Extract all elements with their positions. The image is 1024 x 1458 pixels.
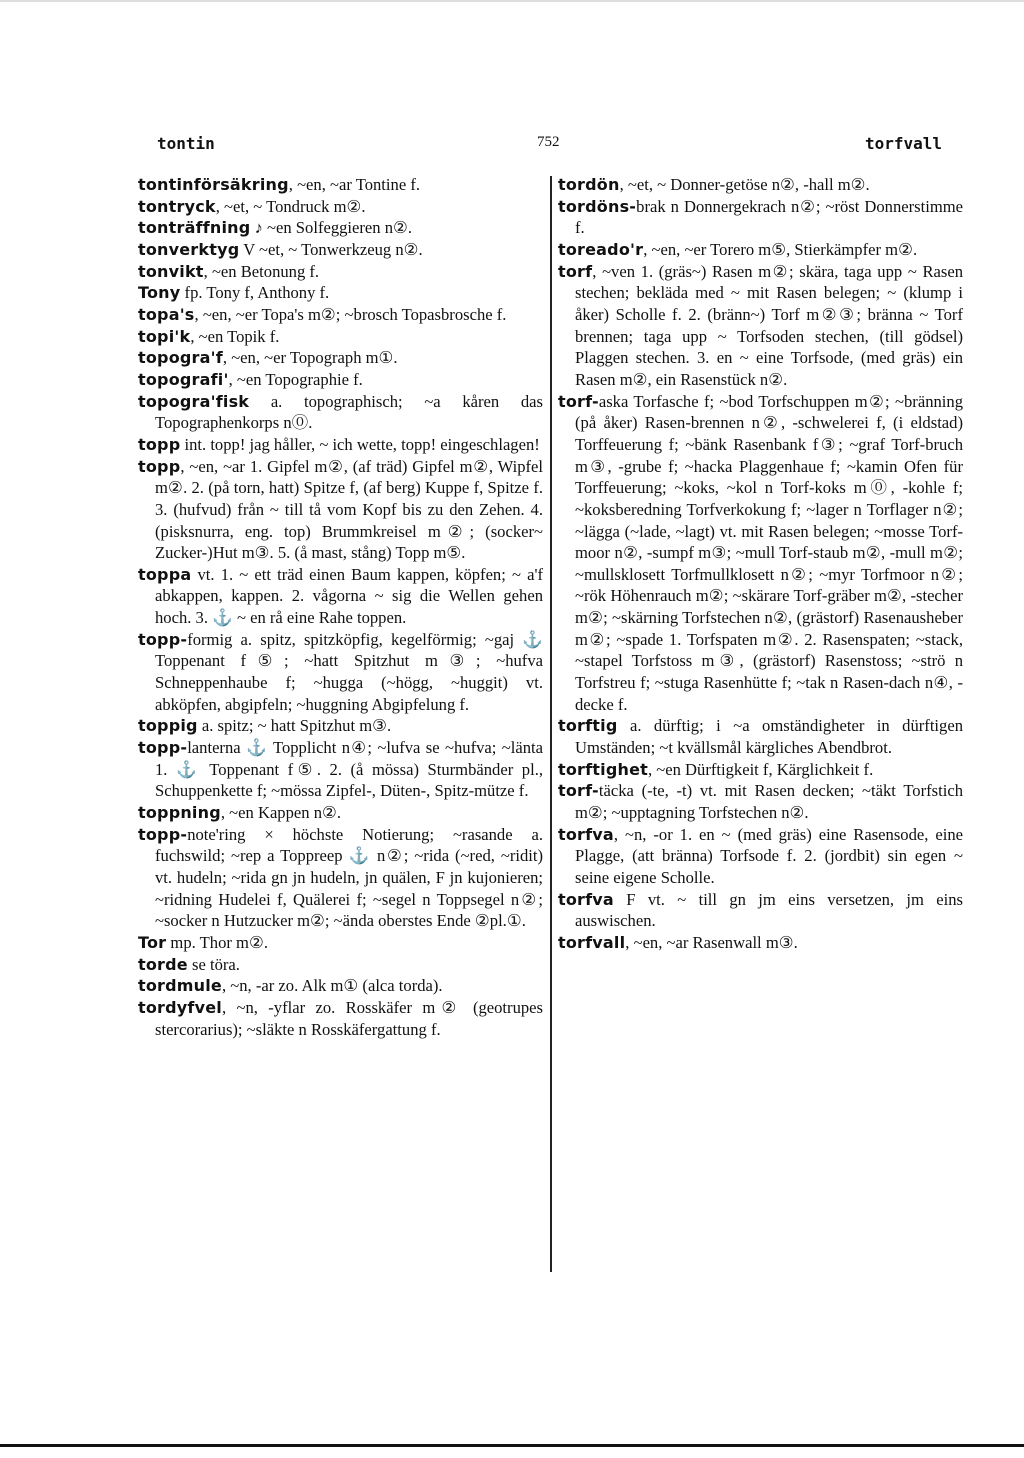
entry-headword: tontinförsäkring [138,175,289,194]
column-divider [550,176,552,1272]
entry-definition: a. topographisch; ~a kåren das Topographenkorps n⓪. [155,391,543,433]
entry-definition: , ~et, ~ Donner-getöse n②, -hall m②. [619,175,870,194]
entry-headword: torfva [558,889,614,909]
entry-definition: , ~en, ~er Topa's m②; ~brosch Topasbrosche f. [194,304,507,324]
entry-definition: , ~en Betonung f. [203,261,320,281]
entry-headword: tonverktyg [138,239,240,259]
entry-definition: brak n Donnergekrach n②; ~röst Donnerstimme f. [575,196,963,238]
entry-headword: tordmule [138,976,222,996]
dictionary-entry [138,239,543,261]
entry-headword: topografi' [138,369,229,389]
entry-definition: , ~en Topographie f. [228,369,363,389]
entry-definition: , ~en Topik f. [190,326,280,346]
dictionary-entry [138,975,543,997]
dictionary-entry [138,456,543,564]
running-head-left: tontin [157,134,215,153]
entry-definition: se töra. [187,954,240,974]
entry-headword: tonträffning [138,218,251,238]
entry-headword: Tony [138,283,181,303]
entry-definition: aska Torfasche f; ~bod Torfschuppen m②; ~bränning (på åker) Rasen-brennen n②, -schwelerei f, (i eldstad) Torffeuerung f; ~bänk Rasenbank f③; ~graf Torf-bruch m③, -grube f; ~hacka Plaggenhaue f; ~kamin Ofen für Torffeuerung; ~koks, ~kol n Torf-koks m⓪, -kohle f; ~koksberedning Torfverkokung f; ~lager n Torflager n②; ~lägga (~lade, ~lagt) vt. mit Rasen belegen; ~mosse Torf-moor n②, -sumpf m③; ~mull Torf-staub m②, -mull m②; ~mullsklosett Torfmullklosett n②; ~myr Torfmoor n②; ~rök Höhenrauch m②; ~skärare Torf-gräber m②, -stecher m②; ~skärning Torfstechen n②, (grästorf) Rasenausheber m②; ~spade 1. Torfspaten m②. 2. Rasenspaten; ~stack, ~stapel Torfstoss m③, (grästorf) Rasenstoss; ~strö n Torfstreu f; ~stuga Rasenhütte f; ~tak n Rasen-dach n④, -decke f. [575,391,963,714]
left-column [138,174,543,1040]
dictionary-entry [138,954,543,976]
running-head-right: torfvall [864,134,942,153]
entry-definition: , ~en Kappen n②. [220,803,342,823]
dictionary-entry [138,824,543,932]
dictionary-entry [138,326,543,348]
entry-headword: toppning [138,803,221,823]
dictionary-entry [138,347,543,369]
entry-definition: , ~n, -or 1. en ~ (med gräs) eine Rasensode, eine Plagge, (att bränna) Torfsode f. 2. (jordbit) sin egen ~ seine eigene Scholle. [575,824,963,887]
page-number: 752 [537,134,560,150]
dictionary-entry [138,629,543,716]
right-column [558,174,963,954]
scan-bottom-edge [0,1444,1024,1447]
entry-headword: torfvall [558,932,626,952]
entry-headword: torde [138,954,188,974]
entry-definition: mp. Thor m②. [166,932,268,952]
dictionary-entry [558,196,963,239]
dictionary-entry [558,759,963,781]
entry-definition: note'ring × höchste Notierung; ~rasande a. fuchswild; ~rep a Toppreep ⚓ n②; ~rida (~red, ~ridit) vt. hudeln; ~rida gn jn hudeln, jn quälen, F jn kujonieren; ~ridning Hudelei f, Quälerei f; ~segel n Toppsegel n②; ~socker n Hutzucker m②; ~ända oberstes Ende ②pl.①. [155,824,543,931]
dictionary-entry [558,391,963,716]
dictionary-entry [138,434,543,456]
dictionary-entry [558,932,963,954]
dictionary-entry [138,715,543,737]
entry-definition: , ~en, ~ar Rasenwall m③. [625,932,798,952]
entry-definition: vt. 1. ~ ett träd einen Baum kappen, köpfen; ~ a'f abkappen, kappen. 2. vågorna ~ sig die Wellen gehen hoch. 3. ⚓ ~ en rå eine Rahe toppen. [155,564,543,628]
entry-headword: torf- [558,391,599,411]
entry-definition: , ~ven 1. (gräs~) Rasen m②; skära, taga upp ~ Rasen stechen; bekläda med ~ mit Rasen belegen; ~ (klump i åker) Scholle f. 2. (bränn~) Torf m②③; bränna ~ Torf brennen; taga upp ~ Torfsoden stechen, (till gödsel) Plaggen stechen. 3. en ~ eine Torfsode, (med gräs) ein Rasen m②, ein Rasenstück n②. [575,261,963,389]
dictionary-entry [558,239,963,261]
dictionary-entry [558,261,963,391]
dictionary-entry [558,889,963,932]
entry-definition: F vt. ~ till gn jm eins versetzen, jm eins auswischen. [575,889,963,931]
dictionary-entry [138,564,543,629]
entry-headword: tordyfvel [138,997,222,1017]
dictionary-entry [138,369,543,391]
entry-definition: V ~et, ~ Tonwerkzeug n②. [239,239,423,259]
scan-top-edge [0,0,1024,2]
entry-headword: topp- [138,738,188,758]
entry-headword: topogra'fisk [138,391,250,411]
entry-definition: lanterna ⚓ Topplicht n④; ~lufva se ~hufva; ~länta 1. ⚓ Toppenant f⑤. 2. (å mössa) Sturmbänder pl., Schuppenkette f; ~mössa Zipfel-, Düten-, Spitz-mütze f. [155,738,543,801]
dictionary-entry [138,196,543,218]
entry-headword: topp [138,456,181,476]
entry-headword: Tor [138,932,167,952]
entry-headword: torf [558,261,593,281]
dictionary-entry [138,997,543,1040]
entry-definition: , ~en, ~ar 1. Gipfel m②, (af träd) Gipfel m②, Wipfel m②. 2. (på torn, hatt) Spitze f, (af berg) Kuppe f, Spitze f. 3. (hufvud) från ~ till tå vom Kopf bis zu den Zehen. 4. (pisksnurra, eng. top) Brummkreisel m②; (socker~ Zucker-)Hut m③. 5. (å mast, stång) Topp m⑤. [155,456,543,563]
dictionary-entry [138,304,543,326]
entry-definition: , ~et, ~ Tondruck m②. [215,196,366,216]
dictionary-entry [138,217,543,239]
entry-definition: ♪ ~en Solfeggieren n②. [250,218,413,238]
dictionary-entry [138,932,543,954]
entry-definition: täcka (-te, -t) vt. mit Rasen decken; ~täkt Torfstich m②; ~upptagning Torfstechen n②. [575,781,963,823]
entry-definition: , ~n, -ar zo. Alk m① (alca torda). [221,976,443,996]
entry-definition: formig a. spitz, spitzköpfig, kegelförmig; ~gaj ⚓ Toppenant f⑤; ~hatt Spitzhut m③; ~hufva Schneppenhaube f; ~hugga (~högg, ~huggit) vt. abköpfen, abgipfeln; ~huggning Abgipfelung f. [155,629,543,714]
dictionary-entry [138,391,543,434]
entry-headword: toppa [138,564,192,584]
dictionary-entry [558,174,963,196]
dictionary-entry [138,737,543,802]
entry-definition: , ~en, ~ar Tontine f. [288,175,421,194]
entry-definition: , ~n, -yflar zo. Rosskäfer m② (geotrupes stercorarius); ~släkte n Rosskäfergattung f. [155,997,543,1039]
entry-definition: , ~en, ~er Torero m⑤, Stierkämpfer m②. [643,239,918,259]
entry-headword: tontryck [138,196,216,216]
dictionary-entry [138,174,543,196]
entry-definition: a. spitz; ~ hatt Spitzhut m③. [197,716,392,736]
entry-headword: torftig [558,716,618,736]
entry-headword: toreado'r [558,239,644,259]
entry-definition: a. dürftig; i ~a omständigheter in dürftigen Umständen; ~t kvällsmål kärgliches Abendbrot. [575,716,963,758]
entry-definition: fp. Tony f, Anthony f. [180,283,330,303]
dictionary-entry [138,802,543,824]
entry-headword: torfva [558,824,614,844]
entry-definition: , ~en, ~er Topograph m①. [222,348,398,368]
entry-headword: toppig [138,716,198,736]
dictionary-entry [558,715,963,758]
entry-headword: tordön [558,175,620,194]
entry-headword: topp- [138,824,188,844]
dictionary-entry [138,261,543,283]
entry-definition: , ~en Dürftigkeit f, Kärglichkeit f. [647,759,874,779]
dictionary-entry [558,824,963,889]
entry-headword: topp- [138,629,188,649]
entry-headword: topp [138,434,181,454]
entry-headword: tordöns- [558,196,637,216]
entry-headword: topa's [138,304,195,324]
dictionary-entry [138,282,543,304]
entry-headword: topogra'f [138,348,223,368]
dictionary-entry [558,780,963,823]
entry-definition: int. topp! jag håller, ~ ich wette, topp! eingeschlagen! [180,434,540,454]
entry-headword: topi'k [138,326,191,346]
entry-headword: tonvikt [138,261,204,281]
entry-headword: torf- [558,781,599,801]
entry-headword: torftighet [558,759,648,779]
